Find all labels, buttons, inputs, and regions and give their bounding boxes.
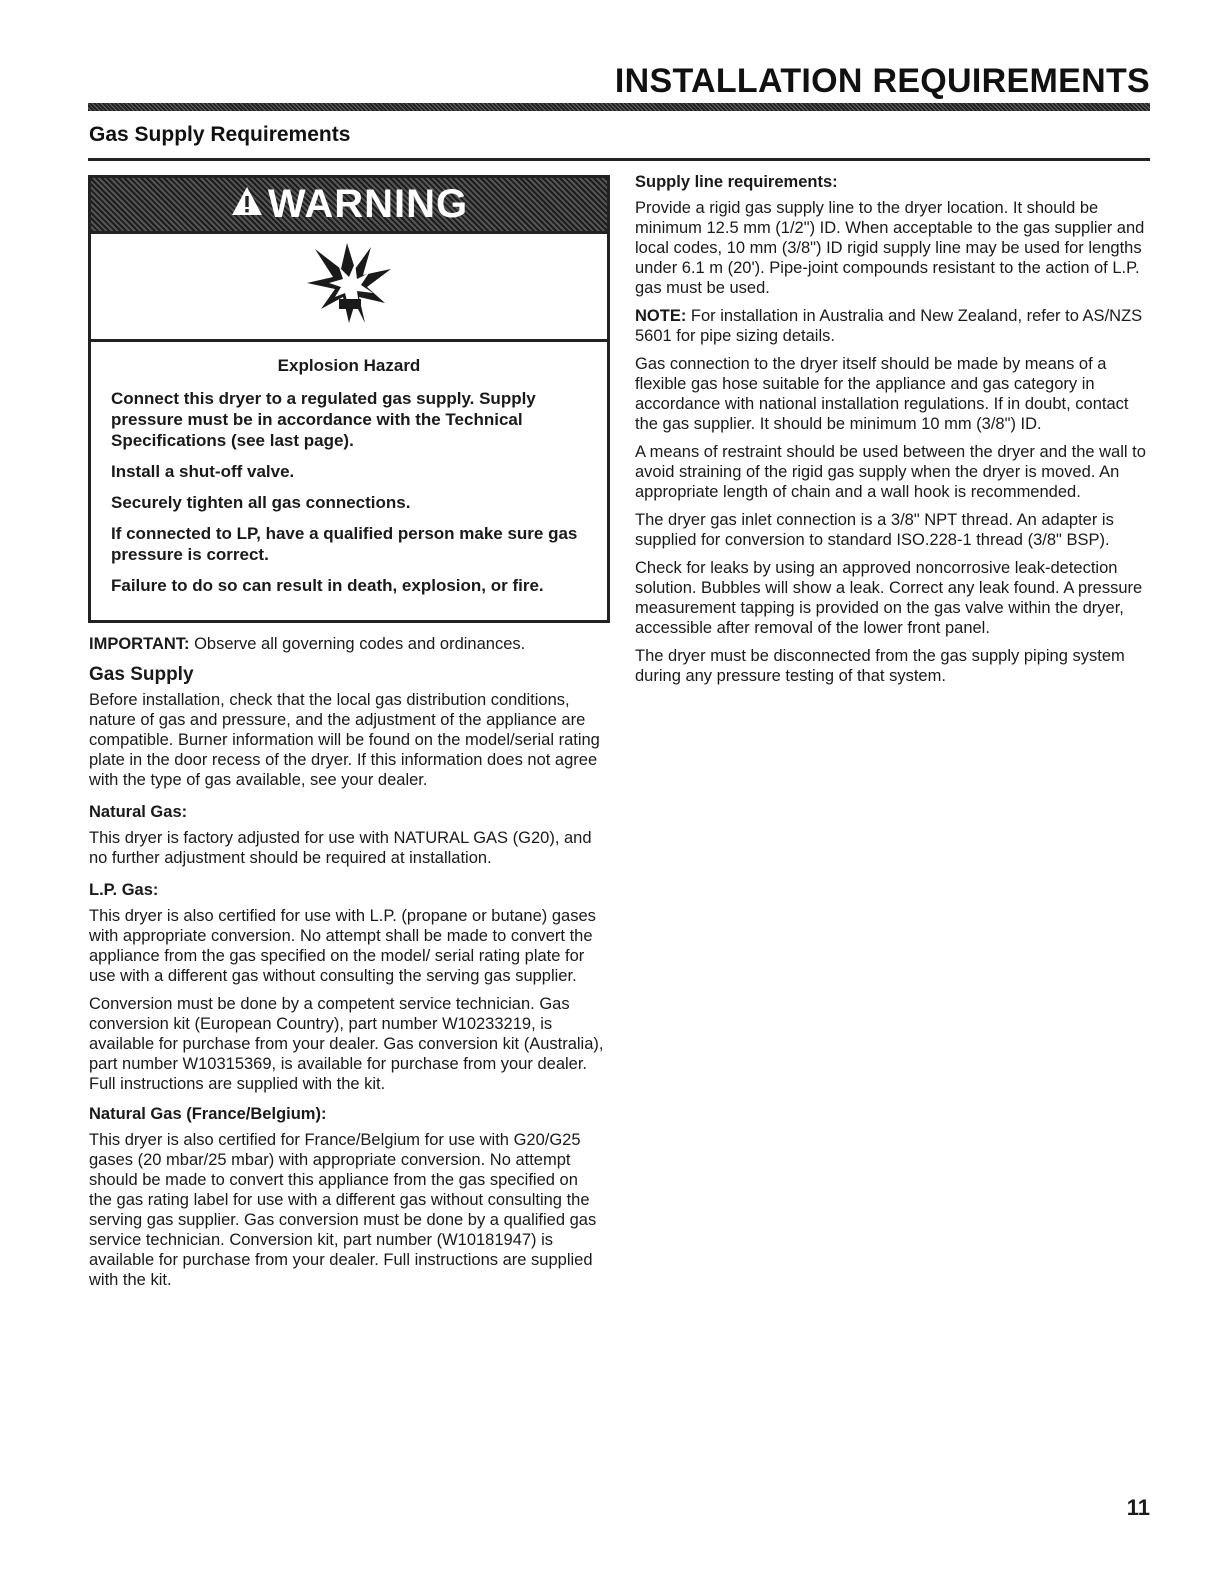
important-label: IMPORTANT: (89, 635, 190, 653)
warning-line: If connected to LP, have a qualified person make sure gas pressure is correct. (111, 524, 578, 564)
natural-gas-heading: Natural Gas: (89, 803, 188, 821)
warning-triangle-icon (230, 182, 264, 227)
restraint-text: A means of restraint should be used between the dryer and the wall to avoid straining of the rigid gas supply when the dryer is moved. An appropriate length of chain and a wall hook is recommended. (635, 443, 1146, 501)
explosion-icon (299, 239, 399, 334)
lp-gas-heading: L.P. Gas: (89, 881, 159, 899)
flexible-hose-text: Gas connection to the dryer itself should be made by means of a flexible gas hose suitable for the appliance and gas category in accordance with national installation regulations. If in doubt, contact the gas supplier. It should be minimum 10 mm (3/8") ID. (635, 355, 1129, 433)
note-text: For installation in Australia and New Zealand, refer to AS/NZS 5601 for pipe sizing details. (635, 307, 1143, 345)
header-rule (88, 103, 1150, 111)
important-text: Observe all governing codes and ordinances. (189, 635, 526, 653)
disconnect-text: The dryer must be disconnected from the gas supply piping system during any pressure testing of that system. (635, 647, 1125, 685)
page-number: 11 (1126, 1495, 1150, 1520)
note-paragraph (635, 306, 1153, 346)
lp-gas-text: This dryer is also certified for use with L.P. (propane or butane) gases with appropriate conversion. No attempt shall be made to convert the appliance from the gas specified on the model/ serial rating plate for use with a different gas without consulting the serving gas supplier. (89, 907, 596, 985)
leak-check-text: Check for leaks by using an approved noncorrosive leak-detection solution. Bubbles will show a leak. Correct any leak found. A pressure measurement tapping is provided on the gas valve within the dryer, accessible after removal of the lower front panel. (635, 559, 1143, 637)
right-column (635, 172, 1153, 694)
france-belgium-text: This dryer is also certified for France/Belgium for use with G20/G25 gases (20 mbar/25 mbar) with appropriate conversion. No attempt should be made to convert this appliance from the gas specified on the gas rating label for use with a different gas without consulting the serving gas supplier. Gas conversion must be done by a qualified gas service technician. Conversion kit, part number (W10181947) is available for purchase from your dealer. Full instructions are supplied with the kit. (89, 1131, 597, 1289)
warning-line: Connect this dryer to a regulated gas supply. Supply pressure must be in accordance with the Technical Specifications (see last page). (111, 389, 536, 450)
warning-line: Install a shut-off valve. (111, 462, 295, 481)
lp-gas-conversion-text: Conversion must be done by a competent service technician. Gas conversion kit (European Country), part number W10233219, is available for purchase from your dealer. Gas conversion kit (Australia), part number W10315369, is available for purchase from your dealer. Full instructions are supplied with the kit. (89, 995, 604, 1093)
warning-line: Securely tighten all gas connections. (111, 493, 411, 512)
section-rule (88, 158, 1150, 161)
page-title: INSTALLATION REQUIREMENTS (614, 62, 1150, 100)
important-paragraph (89, 634, 604, 654)
warning-line: Failure to do so can result in death, explosion, or fire. (111, 576, 544, 595)
inlet-connection-text: The dryer gas inlet connection is a 3/8" NPT thread. An adapter is supplied for conversion to standard ISO.228-1 thread (3/8" BSP). (635, 511, 1114, 549)
note-label: NOTE: (635, 307, 687, 325)
gas-supply-heading: Gas Supply (89, 664, 194, 685)
hazard-title: Explosion Hazard (277, 356, 421, 375)
section-heading: Gas Supply Requirements (89, 123, 351, 146)
france-belgium-heading: Natural Gas (France/Belgium): (89, 1105, 327, 1123)
supply-line-text: Provide a rigid gas supply line to the dryer location. It should be minimum 12.5 mm (1/2") ID. When acceptable to the gas supplier and local codes, 10 mm (3/8") ID rigid supply line may be used for lengths under 6.1 m (20'). Pipe-joint compounds resistant to the action of L.P. gas must be used. (635, 199, 1145, 297)
natural-gas-text: This dryer is factory adjusted for use with NATURAL GAS (G20), and no further adjustment should be required at installation. (89, 829, 592, 867)
gas-supply-text: Before installation, check that the local gas distribution conditions, nature of gas and pressure, and the adjustment of the appliance are compatible. Burner information will be found on the model/serial rating plate in the door recess of the dryer. If this information does not agree with the type of gas available, see your dealer. (89, 691, 600, 789)
warning-box (88, 175, 610, 623)
supply-line-heading: Supply line requirements: (635, 173, 838, 191)
warning-label: WARNING (267, 182, 469, 226)
warning-banner (91, 178, 607, 234)
left-column (89, 634, 604, 1298)
